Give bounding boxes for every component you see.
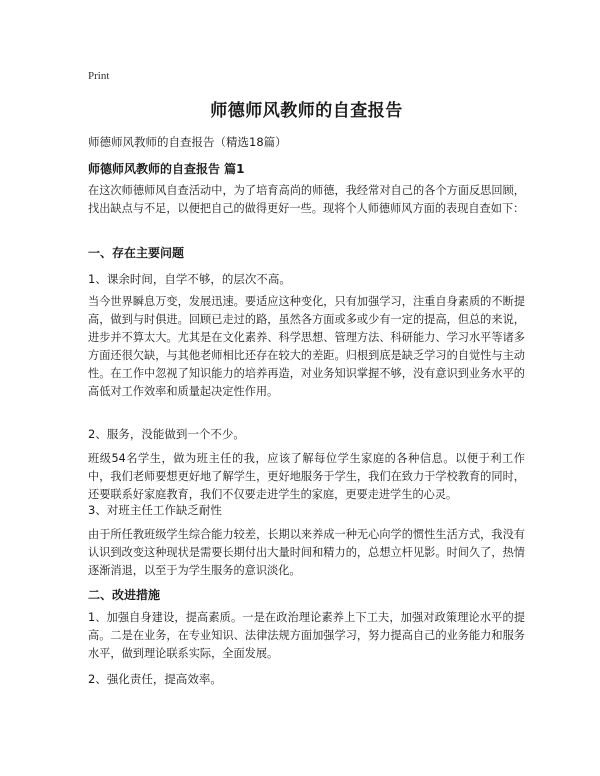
- section1-item3-body: 由于所任教班级学生综合能力较差，长期以来养成一种无心向学的惯性生活方式，我没有认识到改变这种现状是需要长期付出大量时间和精力的，总想立杆见影。时间久了，热情逐渐消退，以至于为学生服务的意识淡化。: [88, 528, 525, 577]
- section2-item2-title: 2、强化责任，提高效率。: [88, 672, 222, 686]
- article-heading: 师德师风教师的自查报告 篇1: [88, 162, 245, 176]
- intro-paragraph: 在这次师德师风自查活动中，为了培育高尚的师德，我经常对自己的各个方面反思回顾，找出缺点与不足，以便把自己的做得更好一些。现将个人师德师风方面的表现自查如下：: [88, 184, 525, 215]
- section2-item1-body: 1、加强自身建设，提高素质。一是在政治理论素养上下工夫，加强对政策理论水平的提高。二是在业务，在专业知识、法律法规方面加强学习，努力提高自己的业务能力和服务水平，做到理论联系实际，全面发展。: [88, 611, 525, 660]
- section1-item3-title: 3、对班主任工作缺乏耐性: [88, 503, 222, 517]
- section1-heading: 一、存在主要问题: [88, 246, 185, 260]
- section1-item2-title: 2、服务，没能做到一个不少。: [88, 427, 245, 441]
- section1-item2-body: 班级54名学生，做为班主任的我，应该了解每位学生家庭的各种信息。以便于利工作中，我们老师要想更好地了解学生，更好地服务于学生，我们在致力于学校教育的同时，还要联系好家庭教育，我们不仅要走进学生的家庭，更要走进学生的心灵。: [88, 452, 525, 501]
- section1-item1-body: 当今世界瞬息万变，发展迅速。要适应这种变化，只有加强学习，注重自身素质的不断提高，做到与时俱进。回顾已走过的路，虽然各方面或多或少有一定的提高，但总的来说，进步并不算太大。尤其是在文化素养、科学思想、管理方法、科研能力、学习水平等诸多方面还很欠缺，与其他老师相比还存在较大的差距。归根到底是缺乏学习的自觉性与主动性。在工作中忽视了知识能力的培养再造，对业务知识掌握不够，没有意识到业务水平的高低对工作效率和质量起决定性作用。: [88, 295, 525, 398]
- document-title: 师德师风教师的自查报告: [210, 101, 403, 121]
- document-subtitle: 师德师风教师的自查报告（精选18篇）: [88, 135, 287, 149]
- section1-item1-title: 1、课余时间，自学不够，的层次不高。: [88, 272, 291, 286]
- section2-heading: 二、改进措施: [88, 588, 161, 602]
- print-label[interactable]: Print: [88, 70, 110, 82]
